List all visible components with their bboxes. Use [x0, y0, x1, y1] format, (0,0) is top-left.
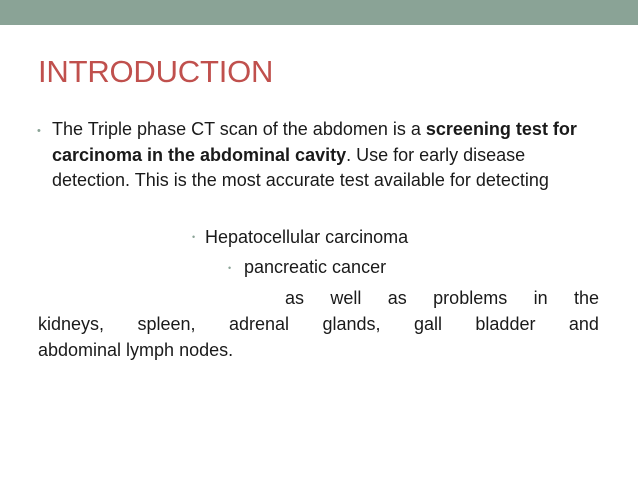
word: kidneys,: [38, 314, 105, 334]
bullet-marker: •: [37, 125, 41, 137]
word: well: [330, 288, 362, 308]
word: adrenal: [228, 314, 290, 334]
top-color-band: [0, 0, 638, 25]
word: and: [568, 314, 599, 334]
closing-line-2: [38, 311, 599, 337]
sub-item-hepatocellular: Hepatocellular carcinoma: [205, 227, 409, 247]
intro-text-part1: The Triple phase CT scan of the abdomen is a: [52, 119, 426, 139]
intro-paragraph: [52, 117, 608, 194]
sub-item-pancreatic: pancreatic cancer: [244, 257, 387, 277]
word: glands,: [322, 314, 381, 334]
word: in: [533, 288, 548, 308]
word: spleen,: [137, 314, 196, 334]
sub-bullet-marker: •: [192, 232, 196, 242]
closing-line-3: abdominal lymph nodes.: [38, 340, 234, 360]
word: the: [573, 288, 599, 308]
slide-title: INTRODUCTION: [38, 54, 274, 89]
word: as: [387, 288, 407, 308]
word: gall: [413, 314, 442, 334]
sub-bullet-marker: •: [228, 263, 232, 273]
word: bladder: [475, 314, 536, 334]
intro-text-bold: screening test for carcinoma in the abdominal cavity: [52, 119, 577, 165]
closing-line-1: [38, 285, 599, 311]
intro-text-part2: . Use for early disease detection. This is the most accurate test available for detecting: [52, 144, 549, 190]
word: problems: [433, 288, 508, 308]
word: as: [285, 288, 305, 308]
closing-paragraph: [38, 285, 599, 363]
